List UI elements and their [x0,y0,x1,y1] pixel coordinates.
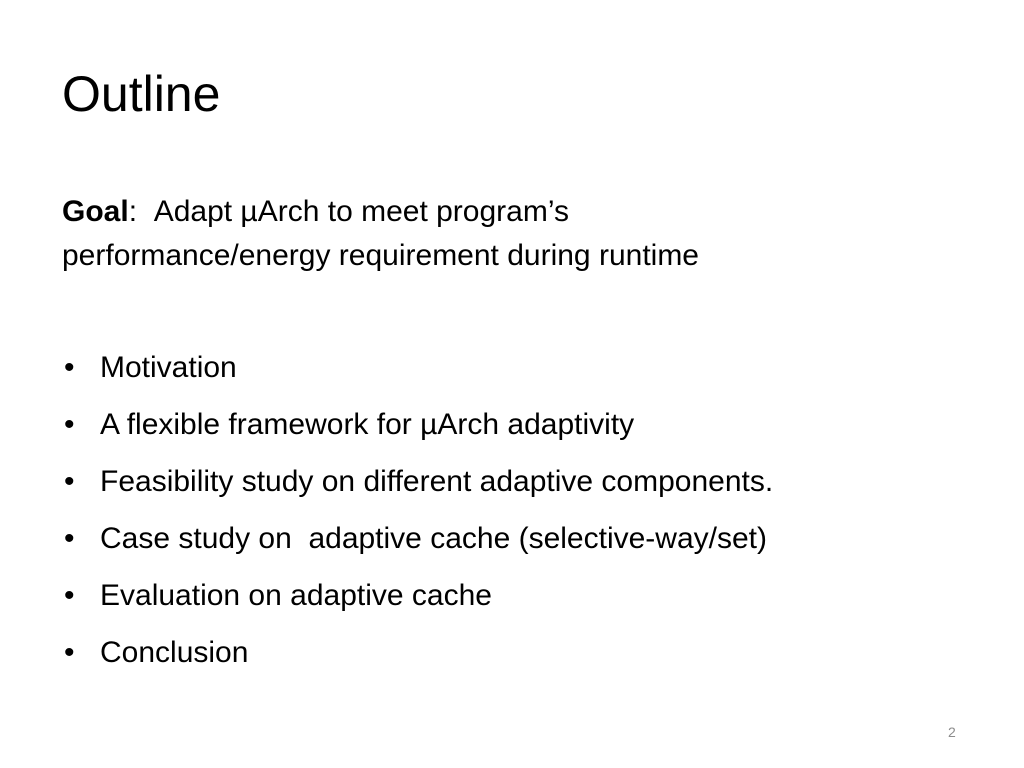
bullet-icon: • [64,351,75,384]
outline-item-case-study [62,521,773,557]
outline-item-label: Evaluation on adaptive cache [100,579,492,612]
bullet-icon: • [64,522,75,555]
goal-label: Goal [62,195,129,228]
outline-item-motivation [62,350,773,386]
bullet-icon: • [64,465,75,498]
outline-item-evaluation [62,578,773,614]
outline-item-framework [62,407,773,443]
bullet-icon: • [64,408,75,441]
bullet-icon: • [64,579,75,612]
outline-item-conclusion [62,635,773,671]
page-number: 2 [948,724,956,740]
goal-statement [62,190,962,278]
outline-list [62,350,773,692]
outline-item-label: Feasibility study on different adaptive components. [100,465,774,498]
outline-item-feasibility [62,464,773,500]
goal-separator: : [128,195,138,228]
bullet-icon: • [64,636,75,669]
slide-title: Outline [62,66,221,122]
outline-item-label: Case study on adaptive cache (selective-way/set) [100,522,767,555]
outline-item-label: Motivation [100,351,237,384]
outline-item-label: Conclusion [100,636,249,669]
goal-text-line1: Adapt µArch to meet program’s [153,195,569,228]
outline-item-label: A flexible framework for µArch adaptivity [100,408,635,441]
goal-text-line2: performance/energy requirement during runtime [62,239,699,272]
